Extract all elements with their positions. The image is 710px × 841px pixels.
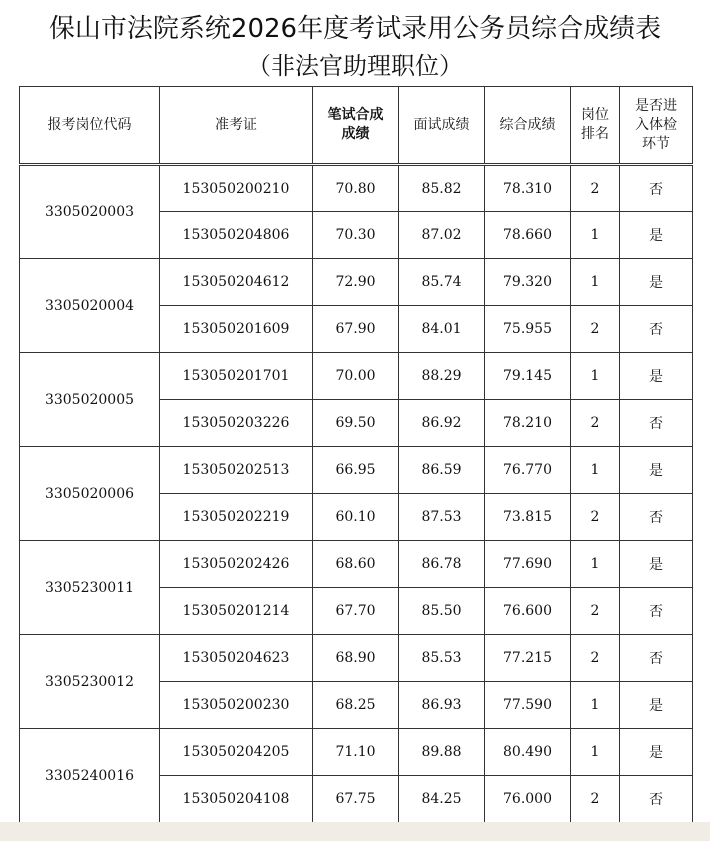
table-body xyxy=(20,165,693,823)
table-row xyxy=(20,541,693,588)
page-subtitle: （非法官助理职位） xyxy=(247,52,463,80)
header-position-code: 报考岗位代码 xyxy=(20,87,160,165)
total-score-cell: 80.490 xyxy=(485,729,571,776)
ticket-cell: 153050200230 xyxy=(160,682,313,729)
physical-exam-cell: 否 xyxy=(620,306,693,353)
interview-score-cell: 84.25 xyxy=(399,776,485,823)
table-row xyxy=(20,447,693,494)
table-row xyxy=(20,353,693,400)
ticket-cell: 153050202426 xyxy=(160,541,313,588)
total-score-cell: 76.000 xyxy=(485,776,571,823)
rank-cell: 2 xyxy=(571,635,620,682)
total-score-cell: 79.320 xyxy=(485,259,571,306)
total-score-cell: 76.770 xyxy=(485,447,571,494)
written-score-cell: 71.10 xyxy=(313,729,399,776)
position-code-cell: 3305020003 xyxy=(20,165,160,259)
ticket-cell: 153050204205 xyxy=(160,729,313,776)
rank-cell: 2 xyxy=(571,494,620,541)
header-position-rank-line-1: 岗位 xyxy=(581,107,609,123)
interview-score-cell: 87.53 xyxy=(399,494,485,541)
interview-score-cell: 84.01 xyxy=(399,306,485,353)
physical-exam-cell: 否 xyxy=(620,776,693,823)
total-score-cell: 73.815 xyxy=(485,494,571,541)
header-ticket-number: 准考证 xyxy=(160,87,313,165)
header-physical-exam xyxy=(620,87,693,165)
total-score-cell: 77.215 xyxy=(485,635,571,682)
interview-score-cell: 85.74 xyxy=(399,259,485,306)
total-score-cell: 78.310 xyxy=(485,165,571,212)
physical-exam-cell: 否 xyxy=(620,400,693,447)
interview-score-cell: 86.93 xyxy=(399,682,485,729)
interview-score-cell: 86.78 xyxy=(399,541,485,588)
rank-cell: 1 xyxy=(571,541,620,588)
written-score-cell: 67.90 xyxy=(313,306,399,353)
table-row xyxy=(20,259,693,306)
position-code-cell: 3305240016 xyxy=(20,729,160,823)
physical-exam-cell: 是 xyxy=(620,682,693,729)
total-score-cell: 77.590 xyxy=(485,682,571,729)
ticket-cell: 153050204806 xyxy=(160,212,313,259)
ticket-cell: 153050204612 xyxy=(160,259,313,306)
total-score-cell: 79.145 xyxy=(485,353,571,400)
interview-score-cell: 86.92 xyxy=(399,400,485,447)
interview-score-cell: 88.29 xyxy=(399,353,485,400)
interview-score-cell: 85.82 xyxy=(399,165,485,212)
rank-cell: 1 xyxy=(571,353,620,400)
rank-cell: 2 xyxy=(571,165,620,212)
physical-exam-cell: 是 xyxy=(620,259,693,306)
ticket-cell: 153050201701 xyxy=(160,353,313,400)
physical-exam-cell: 是 xyxy=(620,447,693,494)
position-code-cell: 3305020004 xyxy=(20,259,160,353)
position-code-cell: 3305020005 xyxy=(20,353,160,447)
physical-exam-cell: 否 xyxy=(620,588,693,635)
table-row xyxy=(20,165,693,212)
header-interview-score: 面试成绩 xyxy=(399,87,485,165)
page-title: 保山市法院系统2026年度考试录用公务员综合成绩表 xyxy=(48,14,662,44)
written-score-cell: 70.80 xyxy=(313,165,399,212)
written-score-cell: 69.50 xyxy=(313,400,399,447)
ticket-cell: 153050204623 xyxy=(160,635,313,682)
interview-score-cell: 89.88 xyxy=(399,729,485,776)
ticket-cell: 153050201214 xyxy=(160,588,313,635)
total-score-cell: 76.600 xyxy=(485,588,571,635)
header-physical-exam-line-1: 是否进 xyxy=(635,97,677,114)
ticket-cell: 153050204108 xyxy=(160,776,313,823)
rank-cell: 1 xyxy=(571,259,620,306)
physical-exam-cell: 否 xyxy=(620,635,693,682)
total-score-cell: 75.955 xyxy=(485,306,571,353)
table-row xyxy=(20,635,693,682)
position-code-cell: 3305230012 xyxy=(20,635,160,729)
header-written-score-line-1: 笔试合成 xyxy=(327,107,384,123)
total-score-cell: 77.690 xyxy=(485,541,571,588)
scores-table xyxy=(19,86,693,823)
written-score-cell: 67.75 xyxy=(313,776,399,823)
written-score-cell: 67.70 xyxy=(313,588,399,635)
rank-cell: 2 xyxy=(571,306,620,353)
header-physical-exam-line-2: 入体检 xyxy=(635,116,677,133)
header-written-score xyxy=(313,87,399,165)
physical-exam-cell: 是 xyxy=(620,541,693,588)
written-score-cell: 68.25 xyxy=(313,682,399,729)
rank-cell: 2 xyxy=(571,588,620,635)
written-score-cell: 68.60 xyxy=(313,541,399,588)
total-score-cell: 78.210 xyxy=(485,400,571,447)
header-position-rank-line-2: 排名 xyxy=(581,126,609,142)
physical-exam-cell: 是 xyxy=(620,729,693,776)
interview-score-cell: 86.59 xyxy=(399,447,485,494)
position-code-cell: 3305020006 xyxy=(20,447,160,541)
written-score-cell: 72.90 xyxy=(313,259,399,306)
rank-cell: 1 xyxy=(571,447,620,494)
position-code-cell: 3305230011 xyxy=(20,541,160,635)
rank-cell: 1 xyxy=(571,682,620,729)
interview-score-cell: 85.53 xyxy=(399,635,485,682)
written-score-cell: 70.30 xyxy=(313,212,399,259)
physical-exam-cell: 否 xyxy=(620,494,693,541)
ticket-cell: 153050200210 xyxy=(160,165,313,212)
ticket-cell: 153050201609 xyxy=(160,306,313,353)
rank-cell: 1 xyxy=(571,212,620,259)
physical-exam-cell: 否 xyxy=(620,165,693,212)
interview-score-cell: 85.50 xyxy=(399,588,485,635)
header-total-score: 综合成绩 xyxy=(485,87,571,165)
page-bottom-edge xyxy=(0,822,710,841)
table-header-row xyxy=(20,87,693,165)
written-score-cell: 70.00 xyxy=(313,353,399,400)
header-written-score-line-2: 成绩 xyxy=(341,126,370,142)
total-score-cell: 78.660 xyxy=(485,212,571,259)
written-score-cell: 66.95 xyxy=(313,447,399,494)
rank-cell: 1 xyxy=(571,729,620,776)
rank-cell: 2 xyxy=(571,776,620,823)
written-score-cell: 68.90 xyxy=(313,635,399,682)
physical-exam-cell: 是 xyxy=(620,212,693,259)
table-row xyxy=(20,729,693,776)
written-score-cell: 60.10 xyxy=(313,494,399,541)
header-position-rank xyxy=(571,87,620,165)
header-physical-exam-line-3: 环节 xyxy=(642,135,670,152)
interview-score-cell: 87.02 xyxy=(399,212,485,259)
ticket-cell: 153050202513 xyxy=(160,447,313,494)
ticket-cell: 153050202219 xyxy=(160,494,313,541)
ticket-cell: 153050203226 xyxy=(160,400,313,447)
rank-cell: 2 xyxy=(571,400,620,447)
physical-exam-cell: 是 xyxy=(620,353,693,400)
